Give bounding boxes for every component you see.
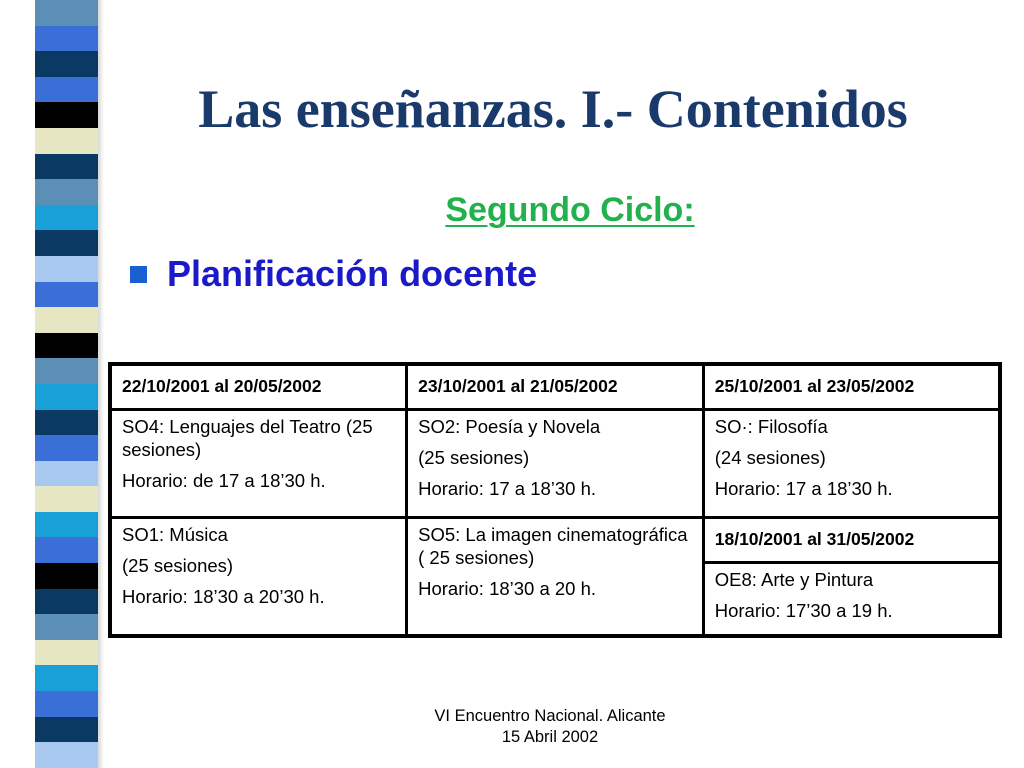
stripe-segment: [35, 717, 98, 743]
header-cell: 18/10/2001 al 31/05/2002: [703, 517, 1000, 562]
footer-line: VI Encuentro Nacional. Alicante: [434, 707, 666, 725]
stripe-segment: [35, 307, 98, 333]
cell-line: Horario: de 17 a 18’30 h.: [122, 470, 326, 492]
table-cell: [703, 562, 1000, 636]
stripe-segment: [35, 154, 98, 180]
bullet-item: [130, 253, 538, 294]
footer-line: 15 Abril 2002: [501, 728, 599, 747]
cell-line: OE8: Arte y Pintura: [714, 568, 874, 590]
stripe-segment: [35, 333, 98, 359]
stripe-segment: [35, 614, 98, 640]
table-cell: [407, 517, 704, 636]
header-cell: 22/10/2001 al 20/05/2002: [110, 364, 407, 410]
stripe-segment: [35, 128, 98, 154]
stripe-segment: [35, 563, 98, 589]
stripe-segment: [35, 384, 98, 410]
stripe-segment: [35, 461, 98, 487]
table-cell: [110, 517, 407, 636]
slide-subtitle: Segundo Ciclo:: [445, 191, 695, 229]
header-cell: 25/10/2001 al 23/05/2002: [703, 364, 1000, 410]
stripe-segment: [35, 410, 98, 436]
stripe-segment: [35, 358, 98, 384]
stripe-shadow: [98, 0, 104, 768]
cell-line: SO2: Poesía y Novela: [418, 416, 601, 437]
cell-line: Horario: 17 a 18’30 h.: [418, 478, 597, 500]
slide-title: Las enseñanzas. I.- Contenidos: [198, 79, 908, 139]
header-cell: 23/10/2001 al 21/05/2002: [407, 364, 704, 410]
cell-line: (25 sesiones): [122, 555, 234, 577]
stripe-segment: [35, 179, 98, 205]
cell-line: (25 sesiones): [418, 447, 530, 469]
table-row: [110, 410, 1000, 518]
stripe-segment: [35, 742, 98, 768]
stripe-segment: [35, 26, 98, 52]
stripe-segment: [35, 282, 98, 308]
table-row: [110, 517, 1000, 562]
stripe-segment: [35, 691, 98, 717]
cell-line: SO5: La imagen cinematográfica ( 25 sesiones): [418, 523, 688, 569]
cell-line: Horario: 17’30 a 19 h.: [714, 600, 893, 622]
cell-line: SO4: Lenguajes del Teatro (25 sesiones): [122, 416, 373, 461]
table-cell: [703, 410, 1000, 518]
table-cell: [407, 410, 704, 518]
bullet-text: Planificación docente: [167, 253, 538, 294]
cell-line: Horario: 17 a 18’30 h.: [714, 478, 893, 500]
stripe-segment: [35, 51, 98, 77]
stripe-segment: [35, 256, 98, 282]
stripe-segment: [35, 512, 98, 538]
footer: [400, 706, 700, 749]
stripe-segment: [35, 205, 98, 231]
stripe-segment: [35, 435, 98, 461]
stripe-segment: [35, 0, 98, 26]
stripe-segment: [35, 77, 98, 103]
table-cell: [110, 410, 407, 518]
cell-line: SO·: Filosofía: [714, 416, 828, 437]
bullet-square-icon: [130, 266, 147, 283]
schedule-table: [108, 362, 1002, 638]
decorative-stripe-bar: [35, 0, 98, 768]
stripe-segment: [35, 230, 98, 256]
stripe-segment: [35, 589, 98, 615]
stripe-segment: [35, 537, 98, 563]
stripe-segment: [35, 486, 98, 512]
stripe-segment: [35, 102, 98, 128]
stripe-segment: [35, 640, 98, 666]
cell-line: Horario: 18’30 a 20’30 h.: [122, 586, 325, 608]
stripe-segment: [35, 665, 98, 691]
cell-line: SO1: Música: [122, 523, 228, 545]
cell-line: Horario: 18’30 a 20 h.: [418, 578, 597, 600]
table-header-row: [110, 364, 1000, 410]
cell-line: (24 sesiones): [714, 447, 826, 469]
